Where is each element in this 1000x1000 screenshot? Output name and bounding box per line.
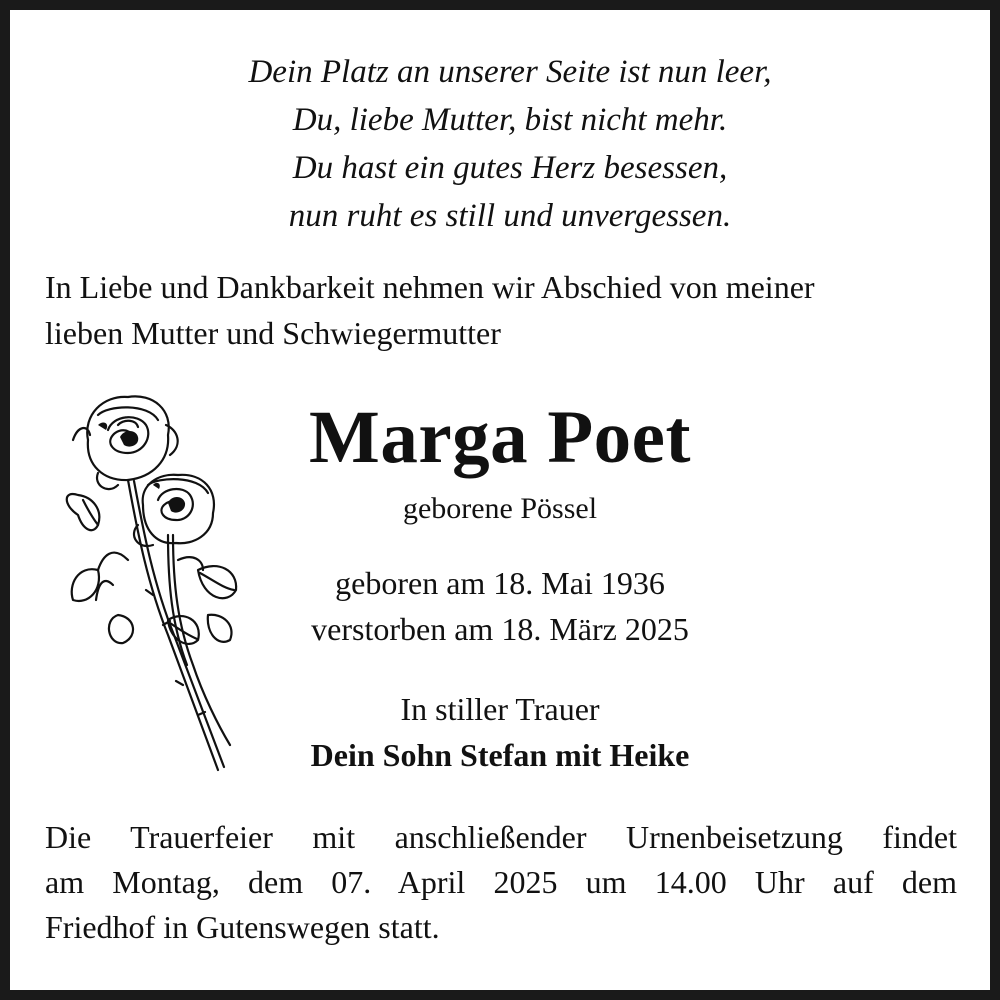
intro-text [45, 264, 960, 356]
death-date: verstorben am 18. März 2025 [311, 611, 689, 647]
ceremony-line: Die Trauerfeier mit anschließender Urnenbeisetzung findet [45, 819, 957, 855]
birth-name: geborene Pössel [402, 492, 598, 525]
deceased-name: Marga Poet [309, 396, 691, 479]
poem-line: Du hast ein gutes Herz besessen, [292, 150, 728, 186]
ceremony-info [45, 815, 957, 950]
intro-line: In Liebe und Dankbarkeit nehmen wir Abschied von meiner [45, 269, 815, 305]
mourning-block [200, 686, 800, 778]
intro-line: lieben Mutter und Schwiegermutter [45, 315, 501, 351]
mourning-phrase: In stiller Trauer [400, 691, 600, 727]
ceremony-line: Friedhof in Gutenswegen statt. [45, 909, 440, 945]
poem-line: Du, liebe Mutter, bist nicht mehr. [292, 102, 728, 138]
signers: Dein Sohn Stefan mit Heike [310, 737, 690, 773]
birth-date: geboren am 18. Mai 1936 [335, 565, 665, 601]
life-dates [200, 560, 800, 652]
poem [10, 48, 1000, 240]
ceremony-line: am Montag, dem 07. April 2025 um 14.00 Uhr auf dem [45, 864, 957, 900]
poem-line: nun ruht es still und unvergessen. [288, 198, 732, 234]
poem-line: Dein Platz an unserer Seite ist nun leer, [248, 54, 772, 90]
